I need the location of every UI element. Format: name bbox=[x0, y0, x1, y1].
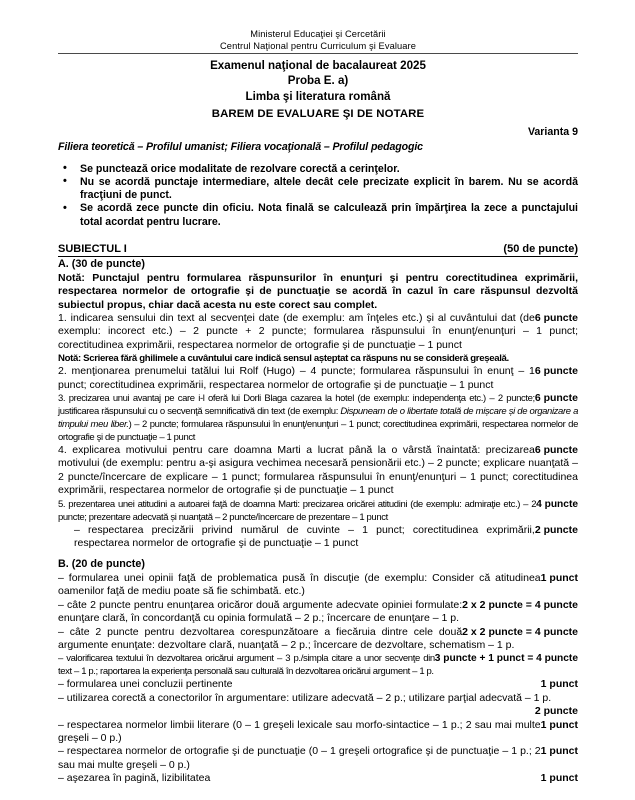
filiera-line: Filiera teoretică – Profilul umanist; Filiera vocaţională – Profilul pedagogic bbox=[58, 140, 423, 153]
item-b1 bbox=[58, 572, 578, 599]
item-b6-score: 2 puncte bbox=[534, 705, 578, 718]
item-b2-score: 2 x 2 puncte = 4 puncte bbox=[462, 598, 578, 611]
item-b3-text: – câte 2 puncte pentru dezvoltarea corespunzătoare a fiecăruia dintre cele două argumente enunţate: dezvoltare clară, nuanţată – 2 p.; încercare de dezvoltare, schematism – 1 p. bbox=[58, 625, 515, 651]
item-b1-text: – formularea unei opinii faţă de problematica pusă în discuţie (de exemplu: Consider că atitudinea oamenilor faţă de mediu poate să fie schimbată. etc.) bbox=[58, 571, 541, 598]
document-sheet bbox=[58, 0, 578, 786]
subject-one-points: (50 de puncte) bbox=[503, 242, 578, 255]
title-block bbox=[58, 54, 578, 122]
item-b9 bbox=[58, 772, 578, 785]
part-a-note-1 bbox=[58, 272, 578, 312]
item-a3-quote: Dispuneam de o libertate totală de mișcare și de organizare a timpului meu liber. bbox=[58, 406, 579, 431]
part-a-label: A. (30 de puncte) bbox=[58, 258, 145, 271]
item-a5 bbox=[58, 498, 578, 524]
general-rules-list bbox=[58, 163, 578, 229]
item-a3-text-after: ) – 2 puncte; formularea răspunsului în enunţ/enunţuri – 1 punct; corectitudinea exprimării, respectarea normelor de ortografie şi de punctuaţie – 1 punct bbox=[58, 419, 578, 444]
item-b8-score: 1 punct bbox=[540, 745, 578, 758]
ministry-line: Ministerul Educaţiei şi Cercetării bbox=[250, 29, 386, 39]
item-b8 bbox=[58, 745, 578, 772]
item-b2-text: – câte 2 puncte pentru enunţarea oricăror două argumente adecvate opiniei formulate: enunţare clară, în concordanţă cu opinia formulată – 2 p.; încercare de enunţare – 1 p. bbox=[58, 598, 463, 625]
item-b5 bbox=[58, 678, 578, 691]
item-a2-score: 6 puncte bbox=[534, 365, 578, 378]
item-a6-score: 2 puncte bbox=[534, 523, 578, 536]
item-a3 bbox=[58, 392, 578, 444]
item-b4-text: – valorificarea textului în dezvoltarea oricărui argument – 3 p./simpla citare a unor secvenţe din text – 1 p.; raportarea la experienţa personală sau culturală în dezvoltarea oricărui argument – 1 p. bbox=[58, 653, 435, 678]
exam-subject: Limba şi literatura română bbox=[245, 89, 391, 103]
list-item: • Se acordă zece puncte din oficiu. Nota finală se calculează prin împărţirea la zece a punctajului total acordat pentru lucrare. bbox=[58, 202, 578, 229]
item-b9-text: – aşezarea în pagină, lizibilitatea bbox=[58, 772, 211, 785]
item-a1-text: 1. indicarea sensului din text al secvenţei date (de exemplu: am înţeles etc.) și al cuvântului dat (de exemplu: incorect etc.) – 2 puncte + 2 puncte; formularea răspunsului în enunţ/enunţuri – 1 punct; corectitudinea exprimării, respectarea normelor de ortografie şi de punctuaţie – 1 punct bbox=[58, 312, 578, 351]
item-b6 bbox=[58, 692, 578, 705]
item-b3 bbox=[58, 626, 578, 653]
item-a4-text: 4. explicarea motivului pentru care doamna Marti a lucrat până la o vârstă înaintată: precizarea motivului (de exemplu: pentru a-şi asigura vechimea necesară pensionării etc.) – 2 puncte; explicare nuanţată – 2 puncte/încercare de explicare – 1 punct; formularea răspunsului în enunţ/enunţuri – 1 punct; corectitudinea exprimării, respectarea normelor de ortografie și de punctuaţie – 1 punct bbox=[58, 444, 578, 497]
item-a6-text: – respectarea precizării privind numărul de cuvinte – 1 punct; corectitudinea exprimării, respectarea normelor de ortografie şi de punctuaţie – 1 punct bbox=[74, 523, 535, 550]
varianta-label: Varianta 9 bbox=[527, 125, 578, 138]
item-a5-score: 4 puncte bbox=[536, 498, 578, 510]
part-a-note-2: Notă: Scrierea fără ghilimele a cuvântului care indică sensul așteptat ca răspuns nu se consideră greșeală. bbox=[58, 353, 509, 365]
item-a2 bbox=[58, 365, 578, 392]
subject-one-heading bbox=[58, 243, 578, 257]
item-b7 bbox=[58, 719, 578, 746]
center-line: Centrul Naţional pentru Curriculum şi Evaluare bbox=[220, 40, 416, 51]
item-b1-score: 1 punct bbox=[540, 571, 578, 584]
list-item: • Nu se acordă punctaje intermediare, altele decât cele precizate explicit în barem. Nu se acordă fracţiuni de punct. bbox=[58, 176, 578, 203]
exam-proba: Proba E. a) bbox=[287, 74, 349, 88]
item-a3-text-before: 3. precizarea unui avantaj pe care i-l oferă lui Dorli Blaga cazarea la hotel (de exemplu: independenţa etc.) – 2 puncte; justificarea răspunsului cu o secvenţă semnificativă din text (de exemplu: bbox=[58, 393, 535, 418]
note-text: Punctajul pentru formularea răspunsurilor în enunţuri şi pentru corectitudinea exprimării, respectarea normelor de ortografie şi de punctuaţie se acordă în cazul în care răspunsul dezvoltă subiectul propus, chiar dacă acesta nu este corect sau complet. bbox=[58, 271, 578, 311]
item-a1 bbox=[58, 312, 578, 352]
item-a3-score: 6 puncte bbox=[534, 392, 578, 405]
exam-title: Examenul naţional de bacalaureat 2025 bbox=[210, 59, 426, 73]
item-b4 bbox=[58, 652, 578, 678]
item-b9-score: 1 punct bbox=[540, 772, 578, 785]
item-b8-text: – respectarea normelor de ortografie şi de punctuaţie (0 – 1 greşeli ortografice şi de punctuaţie – 1 p.; 2 sau mai multe greşeli – 0 p.) bbox=[58, 745, 541, 771]
part-b-label: B. (20 de puncte) bbox=[58, 558, 145, 571]
item-a5-text: 5. prezentarea unei atitudini a autoarei faţă de doamna Marti: precizarea oricărei atitudini (de exemplu: admiraţie etc.) – 2 puncte; prezentare adecvată și nuanţată – 2 puncte/încercare de prezentare – 1 punct bbox=[58, 498, 537, 523]
item-b5-text: – formularea unei concluzii pertinente bbox=[58, 678, 233, 691]
item-a2-text: 2. menţionarea prenumelui tatălui lui Rolf (Hugo) – 4 puncte; formularea răspunsului în enunţ – 1 punct; corectitudinea exprimării, respectarea normelor de ortografie şi de punctuaţie – 1 punct bbox=[58, 365, 535, 391]
item-b5-score: 1 punct bbox=[540, 678, 578, 691]
item-b3-score: 2 x 2 puncte = 4 puncte bbox=[462, 625, 578, 638]
note-prefix: Notă: bbox=[58, 271, 85, 284]
item-b4-score: 3 puncte + 1 punct = 4 puncte bbox=[434, 653, 578, 665]
item-a4 bbox=[58, 444, 578, 498]
subject-one-label: SUBIECTUL I bbox=[58, 242, 127, 255]
barem-title: BAREM DE EVALUARE ŞI DE NOTARE bbox=[211, 108, 425, 121]
item-b7-score: 1 punct bbox=[540, 718, 578, 731]
masthead bbox=[58, 0, 578, 54]
item-a6 bbox=[58, 524, 578, 551]
item-a1-score: 6 puncte bbox=[534, 312, 578, 325]
item-b2 bbox=[58, 599, 578, 626]
list-item: • Se punctează orice modalitate de rezolvare corectă a cerinţelor. bbox=[58, 163, 578, 176]
item-a4-score: 6 puncte bbox=[534, 444, 578, 457]
item-b6-text: – utilizarea corectă a conectorilor în argumentare: utilizare adecvată – 2 p.; utilizare parţial adecvată – 1 p. bbox=[58, 691, 552, 704]
item-b7-text: – respectarea normelor limbii literare (0 – 1 greşeli lexicale sau morfo-sintactice – 1 p.; 2 sau mai multe greşeli – 0 p.) bbox=[58, 718, 541, 744]
